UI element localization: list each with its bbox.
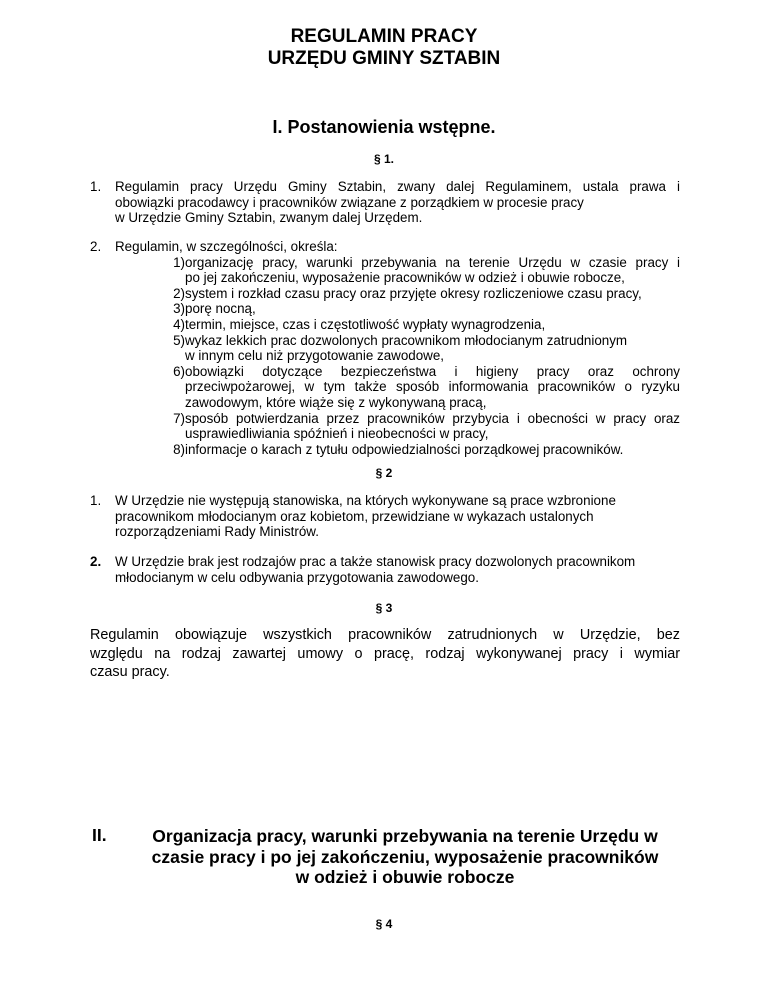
sublist-num-6: 6): [173, 363, 185, 379]
par3-line-3: czasu pracy.: [90, 664, 170, 680]
sublist-num-8: 8): [173, 441, 185, 457]
sublist-num-5: 5): [173, 332, 185, 348]
section-2-heading-line-2: czasie pracy i po jej zakończeniu, wyposażenie pracowników: [151, 846, 659, 867]
section-1-heading: I. Postanowienia wstępne.: [272, 117, 496, 137]
sublist-item-7-line-1: sposób potwierdzania przez pracowników przybycia i obecności w pracy oraz: [185, 410, 680, 426]
sublist-item-7-line-2: usprawiedliwiania spóźnień i nieobecności w pracy,: [185, 426, 489, 442]
par2-item-1-num: 1.: [90, 493, 102, 508]
paragraph-mark-2: § 2: [375, 466, 393, 480]
par3-line-2: względu na rodzaj zawartej umowy o pracę, rodzaj wykonywanej pracy i wymiar: [90, 645, 680, 662]
par2-item-1-line-3: rozporządzeniami Rady Ministrów.: [115, 524, 319, 540]
section-2-number: II.: [92, 825, 107, 845]
par2-item-1-line-2: pracownikom młodocianym oraz kobietom, przewidziane w wykazach ustalonych: [115, 508, 594, 524]
sublist-item-6-line-3: zawodowym, które wiąże się z wykonywaną pracą,: [185, 395, 487, 410]
sublist-item-1-line-1: organizację pracy, warunki przebywania na terenie Urzędu w czasie pracy i: [185, 254, 680, 270]
sublist-item-5-line-1: wykaz lekkich prac dozwolonych pracownikom młodocianym zatrudnionym: [185, 332, 628, 348]
sublist-item-6-line-1: obowiązki dotyczące bezpieczeństwa i higieny pracy oraz ochrony: [185, 363, 680, 379]
par2-item-2-line-1: W Urzędzie brak jest rodzajów prac a także stanowisk pracy dozwolonych pracownikom: [115, 554, 636, 569]
section-2-heading-line-1: Organizacja pracy, warunki przebywania na terenie Urzędu w: [152, 826, 658, 846]
par3-text: [90, 626, 680, 682]
sublist-num-1: 1): [173, 254, 185, 270]
par1-item-2-num: 2.: [90, 239, 102, 254]
sublist-item-3-line-1: porę nocną,: [185, 301, 256, 317]
par2-item-2-line-2: młodocianym w celu odbywania przygotowania zawodowego.: [115, 569, 479, 585]
sublist-item-8-line-1: informacje o karach z tytułu odpowiedzialności porządkowej pracowników.: [185, 441, 624, 457]
par1-item-1-line-1: Regulamin pracy Urzędu Gminy Sztabin, zwany dalej Regulaminem, ustala prawa i: [115, 179, 680, 194]
par1-item-2-intro: Regulamin, w szczególności, określa:: [115, 239, 338, 254]
sublist-num-4: 4): [173, 317, 185, 332]
sublist-num-2: 2): [173, 285, 185, 301]
document-title-line-1: REGULAMIN PRACY: [290, 26, 478, 47]
section-2-heading: [140, 826, 670, 888]
section-2-heading-line-3: w odzież i obuwie robocze: [295, 867, 515, 887]
paragraph-mark-4: § 4: [375, 917, 393, 931]
sublist-item-6-line-2: przeciwpożarowej, w tym także sposób informowania pracowników o ryzyku: [185, 379, 680, 395]
par2-item-1-line-1: W Urzędzie nie występują stanowiska, na których wykonywane są prace wzbronione: [115, 493, 616, 508]
sublist-num-3: 3): [173, 301, 185, 317]
paragraph-mark-3: § 3: [375, 601, 393, 615]
sublist-item-5-line-2: w innym celu niż przygotowanie zawodowe,: [185, 348, 445, 364]
sublist-item-2-line-1: system i rozkład czasu pracy oraz przyjęte okresy rozliczeniowe czasu pracy,: [185, 285, 642, 301]
par1-item-1-num: 1.: [90, 179, 102, 194]
par1-item-1-line-3: w Urzędzie Gminy Sztabin, zwanym dalej Urzędem.: [115, 210, 423, 226]
paragraph-mark-1: § 1.: [373, 152, 394, 166]
sublist-item-1-line-2: po jej zakończeniu, wyposażenie pracowników w odzież i obuwie robocze,: [185, 270, 625, 286]
par1-item-1-line-2: obowiązki pracodawcy i pracowników związane z porządkiem w procesie pracy: [115, 194, 584, 210]
par2-item-2-num: 2.: [90, 554, 102, 569]
par3-line-1: Regulamin obowiązuje wszystkich pracowników zatrudnionych w Urzędzie, bez: [90, 627, 680, 643]
document-title-line-2: URZĘDU GMINY SZTABIN: [267, 48, 501, 69]
sublist-num-7: 7): [173, 410, 185, 426]
sublist-item-4-line-1: termin, miejsce, czas i częstotliwość wypłaty wynagrodzenia,: [185, 317, 546, 332]
